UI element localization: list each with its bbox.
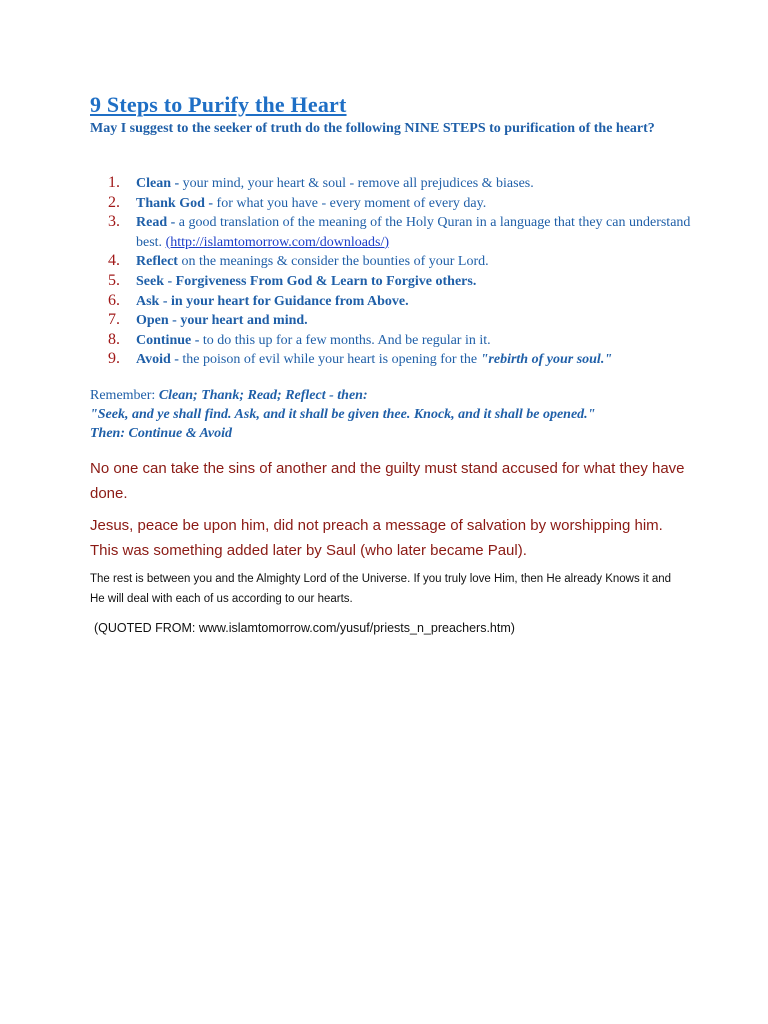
step-item-clean [108, 174, 698, 194]
step-item-open [108, 311, 698, 331]
remember-summary: Clean; Thank; Read; Reflect - then: [158, 388, 368, 403]
step-text: the poison of evil while your heart is opening for the [178, 352, 481, 368]
paragraph-jesus: Jesus, peace be upon him, did not preach a message of salvation by worshipping him. This was something added later by Saul (who later became Paul). [90, 517, 663, 559]
step-keyword: Clean - [136, 176, 180, 191]
remember-block [90, 386, 710, 443]
remember-closing: Then: Continue & Avoid [90, 426, 232, 441]
step-number: 3. [108, 213, 120, 231]
step-number: 5. [108, 271, 120, 289]
step-item-thank-god [108, 194, 698, 214]
step-number: 2. [108, 193, 120, 211]
step-text: for what you have - every moment of every day. [213, 195, 487, 211]
quote-source [94, 619, 694, 637]
step-keyword: Avoid - [136, 352, 179, 368]
step-number: 7. [108, 311, 120, 329]
step-number: 1. [108, 174, 120, 191]
step-text: a good translation of the meaning of the Holy Quran in a language that they can understand best. [136, 215, 691, 250]
step-item-read [108, 213, 698, 252]
remember-label: Remember: [90, 388, 159, 403]
steps-list [108, 174, 698, 370]
step-number: 9. [108, 350, 120, 368]
intro-text: May I suggest to the seeker of truth do the following NINE STEPS to purification of the heart? [90, 121, 655, 136]
step-item-continue [108, 331, 698, 351]
step-text: to do this up for a few months. And be regular in it. [199, 332, 491, 348]
step-keyword: Ask - in your heart for Guidance from Above. [136, 293, 409, 309]
step-keyword: Read - [136, 215, 176, 231]
remember-line-1 [90, 386, 710, 405]
step-keyword: Thank God - [136, 195, 214, 211]
step-keyword: Continue - [136, 332, 200, 348]
page-title: 9 Steps to Purify the Heart [90, 92, 347, 117]
step-text: your mind, your heart & soul - remove all prejudices & biases. [179, 176, 534, 191]
paragraph-rest: The rest is between you and the Almighty Lord of the Universe. If you truly love Him, then He already Knows it and He will deal with each of us according to our hearts. [90, 573, 672, 605]
quote-url: www.islamtomorrow.com/yusuf/priests_n_preachers.htm) [198, 621, 515, 635]
step-keyword: Open - your heart and mind. [136, 313, 308, 329]
step-number: 6. [108, 291, 120, 309]
step-item-seek [108, 272, 698, 292]
step-keyword: Reflect [136, 254, 178, 270]
step-emphasis: "rebirth of your soul." [480, 352, 613, 368]
quote-label: (QUOTED FROM: [94, 621, 199, 635]
step-item-ask [108, 292, 698, 312]
downloads-link[interactable]: (http://islamtomorrow.com/downloads/) [165, 234, 390, 250]
paragraph-sins: No one can take the sins of another and the guilty must stand accused for what they have done. [90, 460, 685, 502]
step-item-avoid [108, 350, 698, 370]
step-number: 8. [108, 330, 120, 348]
step-item-reflect [108, 252, 698, 272]
step-keyword: Seek - Forgiveness From God & Learn to Forgive others. [136, 273, 477, 289]
remember-quote: "Seek, and ye shall find. Ask, and it shall be given thee. Knock, and it shall be opened." [90, 407, 596, 422]
step-text: on the meanings & consider the bounties of your Lord. [177, 254, 489, 270]
step-number: 4. [108, 252, 120, 270]
